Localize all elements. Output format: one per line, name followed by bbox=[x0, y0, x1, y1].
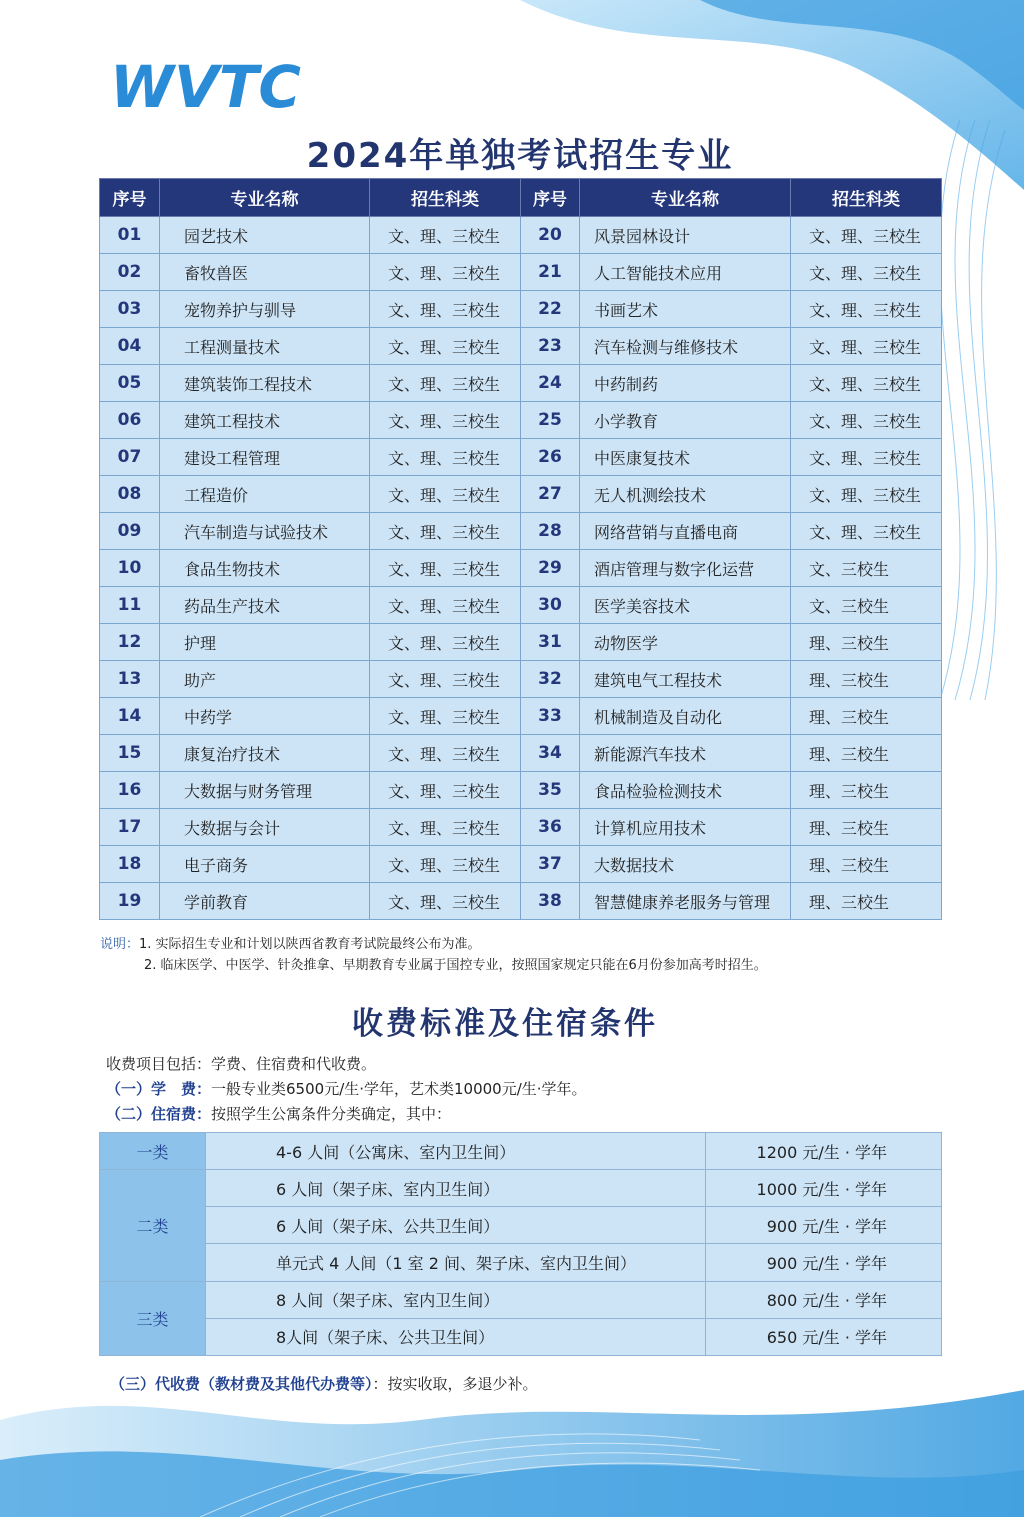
fees-title: 收费标准及住宿条件 bbox=[352, 1006, 658, 1042]
major-category: 文、理、三校生 bbox=[370, 476, 521, 513]
major-name: 智慧健康养老服务与管理 bbox=[580, 883, 791, 920]
room-desc: 4-6 人间（公寓床、室内卫生间） bbox=[206, 1133, 706, 1170]
major-name: 建设工程管理 bbox=[160, 439, 370, 476]
other-fees bbox=[110, 1373, 538, 1394]
major-category: 文、理、三校生 bbox=[370, 254, 521, 291]
table-row bbox=[100, 476, 942, 513]
table-row bbox=[100, 513, 942, 550]
major-category: 文、理、三校生 bbox=[370, 661, 521, 698]
major-category: 文、理、三校生 bbox=[370, 624, 521, 661]
major-name: 食品检验检测技术 bbox=[580, 772, 791, 809]
fee-intro: 收费项目包括：学费、住宿费和代收费。 bbox=[106, 1055, 377, 1073]
header-no: 序号 bbox=[100, 179, 160, 217]
note-1: 1. 实际招生专业和计划以陕西省教育考试院最终公布为准。 bbox=[139, 937, 481, 952]
major-number: 05 bbox=[100, 365, 160, 402]
major-category: 文、理、三校生 bbox=[370, 809, 521, 846]
major-number: 13 bbox=[100, 661, 160, 698]
lodging-label: （二）住宿费： bbox=[106, 1105, 212, 1123]
major-name: 建筑装饰工程技术 bbox=[160, 365, 370, 402]
major-category: 文、理、三校生 bbox=[791, 291, 942, 328]
major-number: 01 bbox=[100, 217, 160, 254]
table-row bbox=[100, 1318, 942, 1355]
room-price: 900 元/生 · 学年 bbox=[706, 1244, 942, 1281]
major-number: 30 bbox=[521, 587, 580, 624]
major-category: 文、三校生 bbox=[791, 550, 942, 587]
table-row bbox=[100, 846, 942, 883]
major-name: 汽车制造与试验技术 bbox=[160, 513, 370, 550]
table-row bbox=[100, 217, 942, 254]
major-number: 15 bbox=[100, 735, 160, 772]
major-number: 29 bbox=[521, 550, 580, 587]
major-number: 38 bbox=[521, 883, 580, 920]
major-name: 中医康复技术 bbox=[580, 439, 791, 476]
major-category: 文、理、三校生 bbox=[370, 439, 521, 476]
table-row bbox=[100, 809, 942, 846]
room-desc: 8人间（架子床、公共卫生间） bbox=[206, 1318, 706, 1355]
header-category: 招生科类 bbox=[370, 179, 521, 217]
major-category: 文、理、三校生 bbox=[791, 328, 942, 365]
room-price: 1200 元/生 · 学年 bbox=[706, 1133, 942, 1170]
major-number: 12 bbox=[100, 624, 160, 661]
room-desc: 6 人间（架子床、公共卫生间） bbox=[206, 1207, 706, 1244]
major-number: 34 bbox=[521, 735, 580, 772]
fee-description bbox=[106, 1052, 587, 1127]
major-category: 理、三校生 bbox=[791, 846, 942, 883]
room-price: 900 元/生 · 学年 bbox=[706, 1207, 942, 1244]
major-category: 文、理、三校生 bbox=[370, 402, 521, 439]
table-row bbox=[100, 365, 942, 402]
major-category: 理、三校生 bbox=[791, 624, 942, 661]
major-name: 护理 bbox=[160, 624, 370, 661]
major-name: 无人机测绘技术 bbox=[580, 476, 791, 513]
table-row bbox=[100, 1244, 942, 1281]
major-category: 文、理、三校生 bbox=[370, 846, 521, 883]
major-number: 31 bbox=[521, 624, 580, 661]
major-category: 文、三校生 bbox=[791, 587, 942, 624]
major-category: 文、理、三校生 bbox=[370, 217, 521, 254]
table-row bbox=[100, 402, 942, 439]
major-name: 康复治疗技术 bbox=[160, 735, 370, 772]
major-number: 37 bbox=[521, 846, 580, 883]
table-row bbox=[100, 1281, 942, 1318]
table-row bbox=[100, 772, 942, 809]
major-name: 书画艺术 bbox=[580, 291, 791, 328]
major-number: 24 bbox=[521, 365, 580, 402]
major-number: 33 bbox=[521, 698, 580, 735]
major-category: 文、理、三校生 bbox=[370, 772, 521, 809]
major-category: 文、理、三校生 bbox=[370, 587, 521, 624]
major-number: 20 bbox=[521, 217, 580, 254]
major-number: 03 bbox=[100, 291, 160, 328]
page-title: 2024年单独考试招生专业 bbox=[306, 136, 734, 176]
major-name: 小学教育 bbox=[580, 402, 791, 439]
majors-table bbox=[99, 178, 942, 920]
major-category: 理、三校生 bbox=[791, 698, 942, 735]
major-number: 18 bbox=[100, 846, 160, 883]
logo-text: WVTC bbox=[110, 55, 301, 117]
major-category: 理、三校生 bbox=[791, 772, 942, 809]
major-number: 11 bbox=[100, 587, 160, 624]
major-name: 畜牧兽医 bbox=[160, 254, 370, 291]
notes-label: 说明： bbox=[100, 937, 140, 952]
major-number: 16 bbox=[100, 772, 160, 809]
major-number: 36 bbox=[521, 809, 580, 846]
table-row bbox=[100, 735, 942, 772]
major-category: 文、理、三校生 bbox=[791, 254, 942, 291]
major-name: 网络营销与直播电商 bbox=[580, 513, 791, 550]
major-category: 文、理、三校生 bbox=[791, 439, 942, 476]
major-category: 理、三校生 bbox=[791, 735, 942, 772]
major-number: 17 bbox=[100, 809, 160, 846]
wvtc-logo bbox=[108, 55, 323, 117]
major-category: 文、理、三校生 bbox=[791, 402, 942, 439]
room-price: 800 元/生 · 学年 bbox=[706, 1281, 942, 1318]
major-number: 04 bbox=[100, 328, 160, 365]
major-number: 07 bbox=[100, 439, 160, 476]
major-category: 文、理、三校生 bbox=[370, 883, 521, 920]
lodging-text: 按照学生公寓条件分类确定，其中： bbox=[211, 1105, 452, 1123]
major-number: 27 bbox=[521, 476, 580, 513]
major-category: 理、三校生 bbox=[791, 883, 942, 920]
major-category: 文、理、三校生 bbox=[791, 476, 942, 513]
notes bbox=[100, 934, 767, 976]
room-class: 一类 bbox=[100, 1133, 206, 1170]
major-number: 23 bbox=[521, 328, 580, 365]
table-row bbox=[100, 1133, 942, 1170]
majors-header-row bbox=[100, 179, 942, 217]
table-row bbox=[100, 439, 942, 476]
header-category: 招生科类 bbox=[791, 179, 942, 217]
table-row bbox=[100, 550, 942, 587]
major-category: 理、三校生 bbox=[791, 809, 942, 846]
major-number: 19 bbox=[100, 883, 160, 920]
major-name: 学前教育 bbox=[160, 883, 370, 920]
major-name: 建筑工程技术 bbox=[160, 402, 370, 439]
header-name: 专业名称 bbox=[580, 179, 791, 217]
major-name: 药品生产技术 bbox=[160, 587, 370, 624]
table-row bbox=[100, 291, 942, 328]
major-name: 医学美容技术 bbox=[580, 587, 791, 624]
major-name: 宠物养护与驯导 bbox=[160, 291, 370, 328]
major-category: 理、三校生 bbox=[791, 661, 942, 698]
room-class: 二类 bbox=[100, 1170, 206, 1281]
major-number: 14 bbox=[100, 698, 160, 735]
major-category: 文、理、三校生 bbox=[791, 217, 942, 254]
room-price: 650 元/生 · 学年 bbox=[706, 1318, 942, 1355]
major-name: 工程造价 bbox=[160, 476, 370, 513]
table-row bbox=[100, 698, 942, 735]
major-name: 工程测量技术 bbox=[160, 328, 370, 365]
major-name: 大数据与财务管理 bbox=[160, 772, 370, 809]
major-category: 文、理、三校生 bbox=[791, 513, 942, 550]
lodging-fee-table bbox=[99, 1132, 942, 1356]
table-row bbox=[100, 328, 942, 365]
major-category: 文、理、三校生 bbox=[370, 365, 521, 402]
table-row bbox=[100, 624, 942, 661]
major-name: 汽车检测与维修技术 bbox=[580, 328, 791, 365]
major-name: 中药学 bbox=[160, 698, 370, 735]
major-name: 动物医学 bbox=[580, 624, 791, 661]
major-name: 中药制药 bbox=[580, 365, 791, 402]
room-class: 三类 bbox=[100, 1281, 206, 1355]
room-desc: 8 人间（架子床、室内卫生间） bbox=[206, 1281, 706, 1318]
major-name: 助产 bbox=[160, 661, 370, 698]
table-row bbox=[100, 883, 942, 920]
note-2: 2. 临床医学、中医学、针灸推拿、早期教育专业属于国控专业，按照国家规定只能在6月份参加高考时招生。 bbox=[144, 958, 767, 973]
major-name: 建筑电气工程技术 bbox=[580, 661, 791, 698]
major-name: 人工智能技术应用 bbox=[580, 254, 791, 291]
major-category: 文、理、三校生 bbox=[370, 291, 521, 328]
major-number: 28 bbox=[521, 513, 580, 550]
table-row bbox=[100, 1207, 942, 1244]
major-number: 21 bbox=[521, 254, 580, 291]
header-no: 序号 bbox=[521, 179, 580, 217]
major-number: 26 bbox=[521, 439, 580, 476]
room-desc: 单元式 4 人间（1 室 2 间、架子床、室内卫生间） bbox=[206, 1244, 706, 1281]
table-row bbox=[100, 587, 942, 624]
table-row bbox=[100, 1170, 942, 1207]
major-category: 文、理、三校生 bbox=[370, 513, 521, 550]
major-number: 35 bbox=[521, 772, 580, 809]
major-number: 09 bbox=[100, 513, 160, 550]
major-name: 机械制造及自动化 bbox=[580, 698, 791, 735]
major-number: 08 bbox=[100, 476, 160, 513]
major-category: 文、理、三校生 bbox=[791, 365, 942, 402]
major-number: 02 bbox=[100, 254, 160, 291]
major-name: 电子商务 bbox=[160, 846, 370, 883]
room-price: 1000 元/生 · 学年 bbox=[706, 1170, 942, 1207]
major-name: 园艺技术 bbox=[160, 217, 370, 254]
major-category: 文、理、三校生 bbox=[370, 328, 521, 365]
major-number: 32 bbox=[521, 661, 580, 698]
table-row bbox=[100, 254, 942, 291]
major-number: 10 bbox=[100, 550, 160, 587]
room-desc: 6 人间（架子床、室内卫生间） bbox=[206, 1170, 706, 1207]
tuition-label: （一）学 费： bbox=[106, 1080, 212, 1098]
major-number: 06 bbox=[100, 402, 160, 439]
major-category: 文、理、三校生 bbox=[370, 735, 521, 772]
major-name: 大数据技术 bbox=[580, 846, 791, 883]
major-category: 文、理、三校生 bbox=[370, 550, 521, 587]
major-name: 食品生物技术 bbox=[160, 550, 370, 587]
table-row bbox=[100, 661, 942, 698]
header-name: 专业名称 bbox=[160, 179, 370, 217]
major-name: 新能源汽车技术 bbox=[580, 735, 791, 772]
major-name: 大数据与会计 bbox=[160, 809, 370, 846]
other-fees-text: ：按实收取，多退少补。 bbox=[372, 1375, 538, 1393]
major-name: 风景园林设计 bbox=[580, 217, 791, 254]
major-number: 22 bbox=[521, 291, 580, 328]
other-fees-label: （三）代收费（教材费及其他代办费等） bbox=[110, 1375, 373, 1393]
major-number: 25 bbox=[521, 402, 580, 439]
major-category: 文、理、三校生 bbox=[370, 698, 521, 735]
major-name: 酒店管理与数字化运营 bbox=[580, 550, 791, 587]
major-name: 计算机应用技术 bbox=[580, 809, 791, 846]
tuition-text: 一般专业类6500元/生·学年，艺术类10000元/生·学年。 bbox=[211, 1080, 587, 1098]
